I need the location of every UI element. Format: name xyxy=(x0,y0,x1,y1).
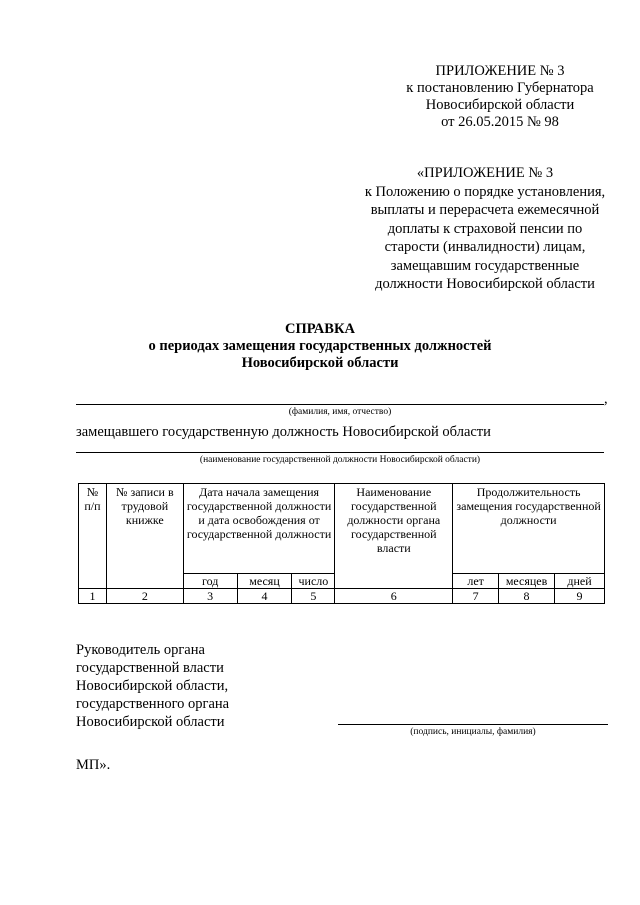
inner-attachment-line: старости (инвалидности) лицам, xyxy=(384,239,586,255)
header-org: Наименование государственной должности органа государственной власти xyxy=(335,484,453,589)
signature-line: Руководитель органа xyxy=(76,642,205,658)
col-number: 1 xyxy=(79,589,107,604)
inner-attachment-line: замещавшим государственные xyxy=(390,257,580,274)
col-number: 8 xyxy=(499,589,555,604)
title-sub: Новосибирской области xyxy=(241,355,399,371)
signature-field-line[interactable] xyxy=(338,724,608,725)
position-caption: (наименование государственной должности Новосибирской области) xyxy=(199,455,481,465)
signature-block xyxy=(76,641,229,731)
col-number: 3 xyxy=(183,589,237,604)
subheader-years: лет xyxy=(453,574,499,589)
attachment-line: Новосибирской области xyxy=(425,97,575,113)
attachment-line: от 26.05.2015 № 98 xyxy=(441,114,559,130)
table-header-row xyxy=(79,484,605,574)
inner-attachment-line: «ПРИЛОЖЕНИЕ № 3 xyxy=(416,165,554,181)
inner-attachment-line: доплаты к страховой пенсии по xyxy=(387,220,583,237)
signature-line: Новосибирской области xyxy=(76,714,225,730)
position-field-line[interactable] xyxy=(76,452,604,453)
attachment-line: к постановлению Губернатора xyxy=(406,80,594,96)
inner-attachment-line: выплаты и перерасчета ежемесячной xyxy=(370,202,600,218)
position-text: замещавшего государственную должность Новосибирской области xyxy=(76,424,491,440)
header-record: № записи в трудовой книжке xyxy=(106,484,183,589)
subheader-month: месяц xyxy=(237,574,292,589)
header-date: Дата начала замещения государственной должности и дата освобождения от государственной должности xyxy=(183,484,335,574)
stamp-mark: МП». xyxy=(76,757,111,773)
attachment-line: ПРИЛОЖЕНИЕ № 3 xyxy=(435,63,565,79)
inner-attachment-header xyxy=(340,164,630,294)
signature-line: Новосибирской области, xyxy=(76,678,229,694)
fio-field-line[interactable] xyxy=(76,404,604,405)
col-number: 2 xyxy=(106,589,183,604)
col-number: 4 xyxy=(237,589,292,604)
col-number: 5 xyxy=(292,589,335,604)
subheader-day: число xyxy=(292,574,335,589)
title-main: СПРАВКА xyxy=(285,321,355,337)
subheader-months: месяцев xyxy=(499,574,555,589)
subheader-year: год xyxy=(183,574,237,589)
header-num: № п/п xyxy=(79,484,107,589)
document-title xyxy=(0,321,640,372)
attachment-header xyxy=(380,63,620,131)
signature-line: государственной власти xyxy=(76,660,224,676)
signature-line: государственного органа xyxy=(76,696,230,712)
signature-caption: (подпись, инициалы, фамилия) xyxy=(410,727,536,737)
inner-attachment-line: к Положению о порядке установления, xyxy=(364,183,606,200)
fio-caption: (фамилия, имя, отчество) xyxy=(288,407,392,417)
periods-table xyxy=(78,483,605,604)
header-duration: Продолжительность замещения государственной должности xyxy=(453,484,605,574)
col-number: 6 xyxy=(335,589,453,604)
table-row xyxy=(79,589,605,604)
fio-comma: , xyxy=(604,391,608,407)
col-number: 7 xyxy=(453,589,499,604)
inner-attachment-line: должности Новосибирской области xyxy=(375,276,595,292)
subheader-days: дней xyxy=(555,574,605,589)
title-sub: о периодах замещения государственных должностей xyxy=(148,338,492,354)
col-number: 9 xyxy=(555,589,605,604)
